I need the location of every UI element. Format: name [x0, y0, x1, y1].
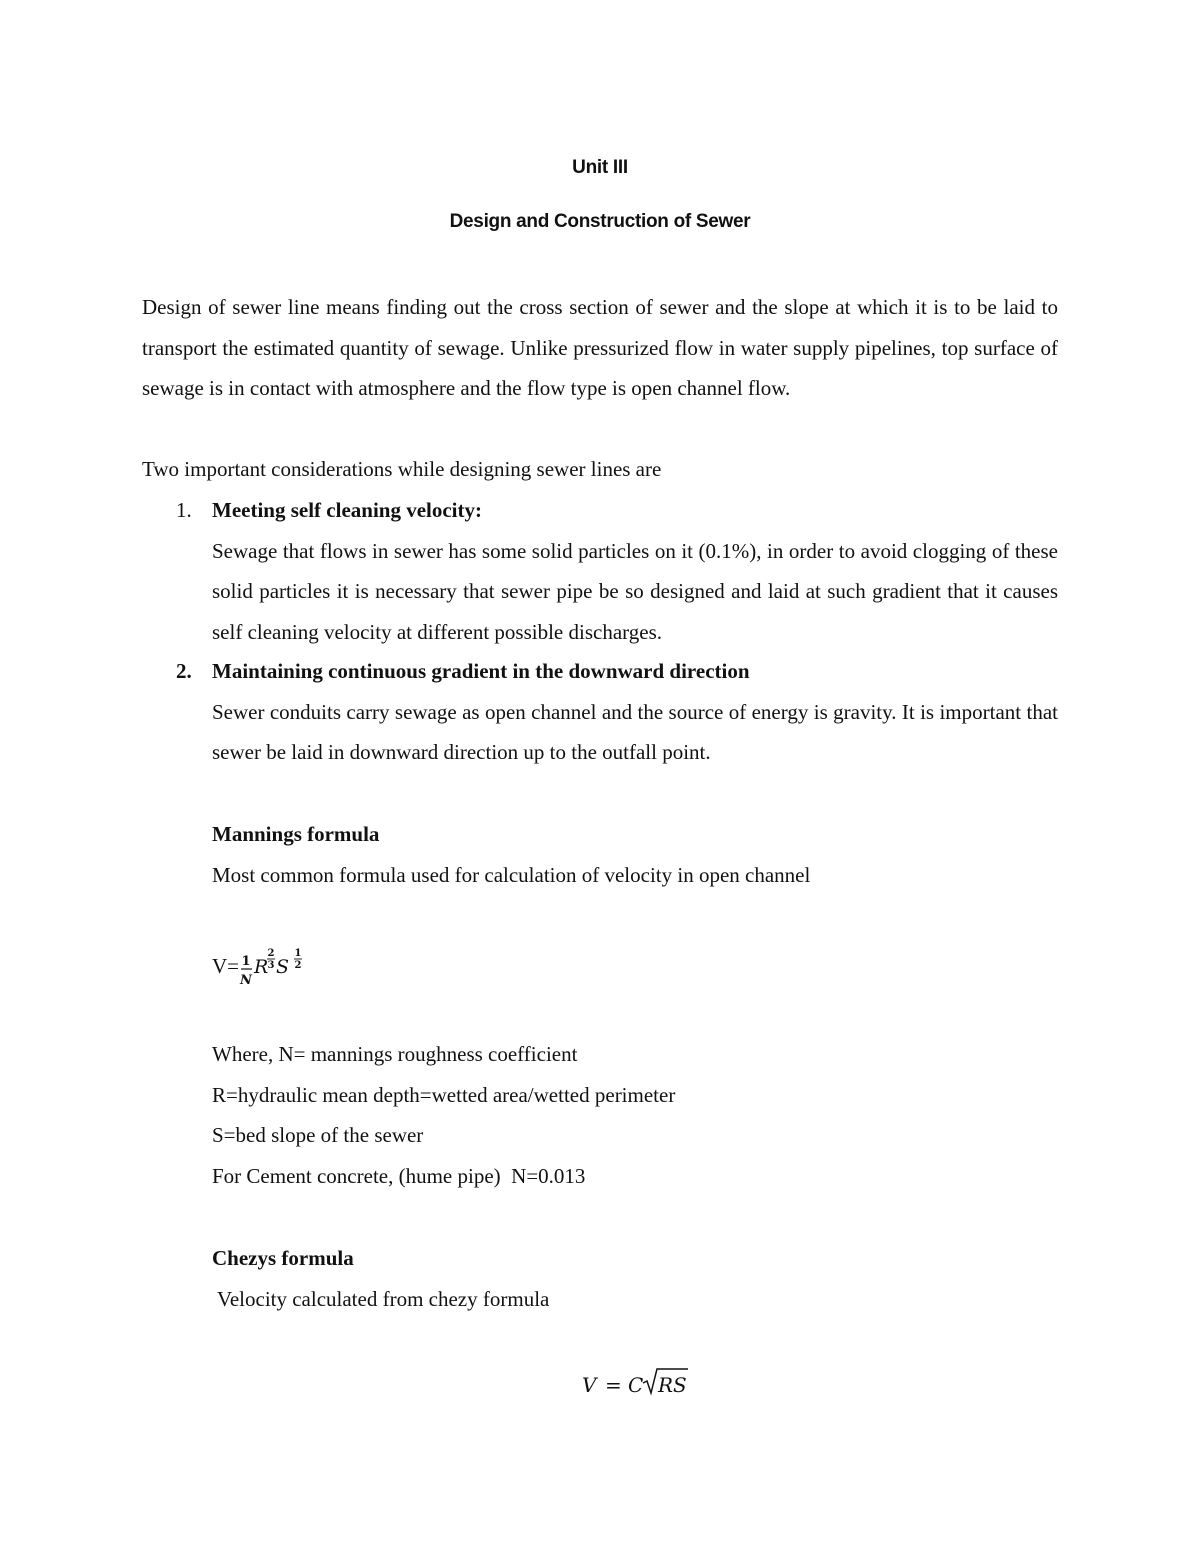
formula-lhs: V=: [212, 954, 240, 978]
manning-description: Most common formula used for calculation of velocity in open channel: [212, 862, 811, 887]
chezy-description: Velocity calculated from chezy formula: [217, 1287, 550, 1311]
formula-radicand: RS: [658, 1373, 687, 1397]
intro-text: Design of sewer line means finding out the cross section of sewer and the slope at which it is to be laid to transport the estimated quantity of sewage. Unlike pressurized flow in water supply pipelines, top surface of sewage is in contact with atmosphere and the flow type is open channel flow.: [142, 295, 1058, 400]
chezy-section: [212, 1238, 354, 1279]
formula-equals: =: [605, 1373, 622, 1397]
formula-v: V: [582, 1373, 597, 1397]
chezy-formula: [578, 1364, 708, 1404]
formula-r: R: [254, 956, 269, 978]
definition-line: S=bed slope of the sewer: [212, 1123, 424, 1147]
formula-c: C: [628, 1373, 644, 1397]
intro-paragraph: [142, 287, 1058, 409]
list-number: 1.: [176, 498, 192, 522]
r-exp-den: 3: [267, 960, 275, 971]
considerations-lead: Two important considerations while designing sewer lines are: [142, 457, 662, 481]
s-exp-num: 1: [294, 948, 302, 959]
list-number: 2.: [176, 659, 192, 683]
formula-frac-den: N: [240, 973, 252, 988]
list-heading: Maintaining continuous gradient in the downward direction: [212, 659, 750, 683]
formula-frac-num: 1: [241, 954, 251, 969]
definition-line: For Cement concrete, (hume pipe) N=0.013: [212, 1163, 586, 1188]
list-body: Sewage that flows in sewer has some solid particles on it (0.1%), in order to avoid clogging of these solid particles it is necessary that sewer pipe be so designed and laid at such gradient that it causes self cleaning velocity at different possible discharges.: [212, 538, 1058, 644]
formula-s: S: [276, 956, 290, 978]
r-exp-num: 2: [267, 948, 275, 959]
definition-line: Where, N= mannings roughness coefficient: [212, 1042, 578, 1066]
document-title: Design and Construction of Sewer: [449, 211, 751, 232]
list-item: [142, 490, 1058, 652]
s-exp-den: 2: [294, 960, 302, 971]
unit-heading: Unit III: [572, 157, 628, 178]
list-heading: Meeting self cleaning velocity:: [212, 498, 483, 522]
list-body: Sewer conduits carry sewage as open channel and the source of energy is gravity. It is important that sewer be laid in downward direction up to the outfall point.: [212, 699, 1058, 764]
manning-section: [212, 814, 810, 895]
definition-line: R=hydraulic mean depth=wetted area/wetted perimeter: [212, 1082, 676, 1107]
manning-formula: [212, 938, 352, 998]
manning-definitions: [212, 1034, 675, 1196]
chezy-heading: Chezys formula: [212, 1246, 354, 1270]
list-item: [142, 651, 1058, 773]
manning-heading: Mannings formula: [212, 822, 380, 846]
